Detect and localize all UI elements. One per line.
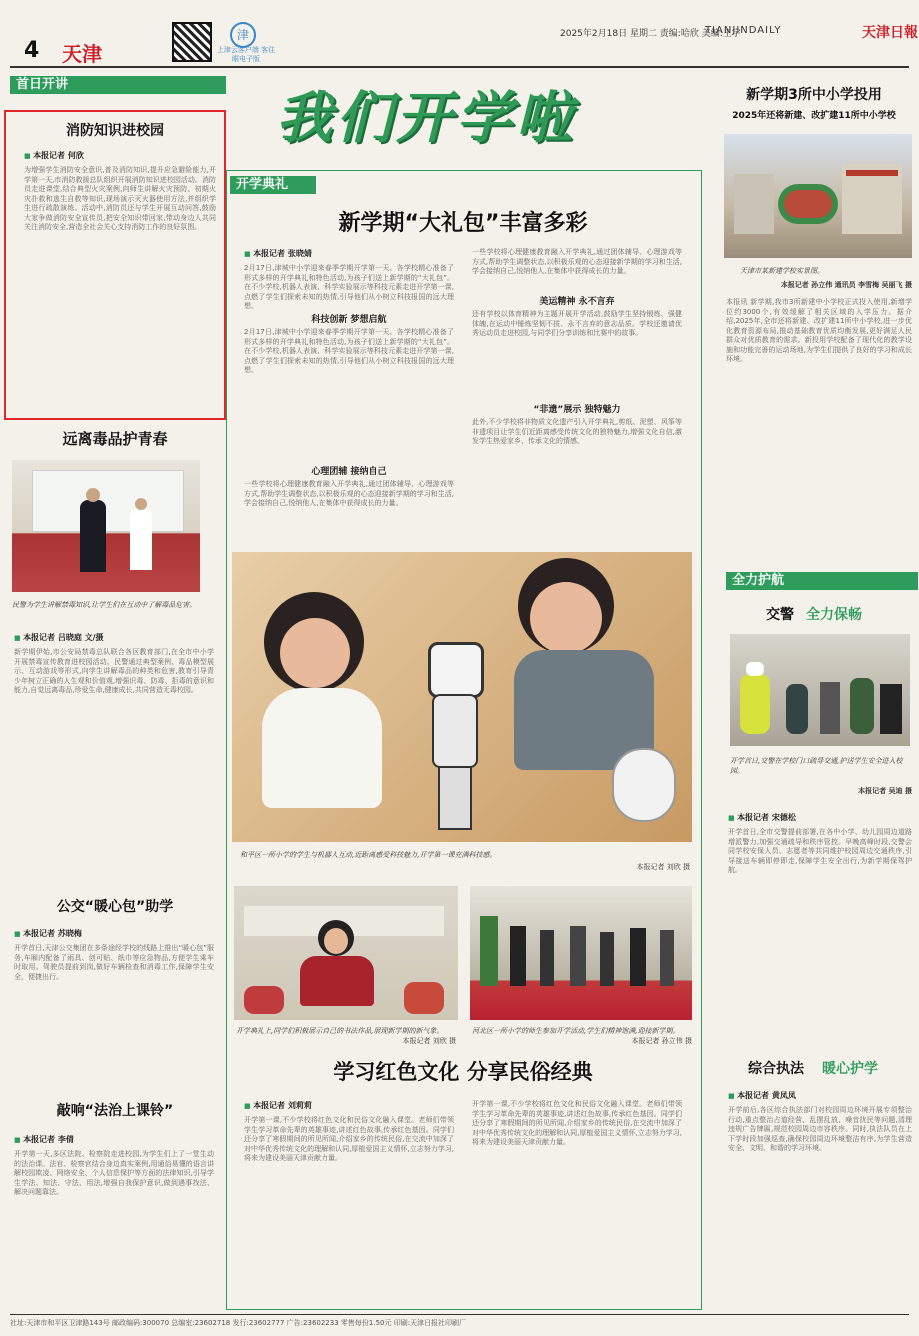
article-body: 一些学校将心理健康教育融入开学典礼,通过团体辅导、心理游戏等方式,帮助学生调整状态,以积极乐观的心态迎接新学期的学习和生活,学会接纳自己,悦纳他人,在集体中获得成长的力量。 bbox=[244, 480, 454, 507]
article-body: 一些学校将心理健康教育融入开学典礼,通过团体辅导、心理游戏等方式,帮助学生调整状态,以积极乐观的心态迎接新学期的学习和生活,学会接纳自己,悦纳他人,在集体中获得成长的力量。 bbox=[472, 248, 682, 275]
photo-credit: 本报记者 吴迪 摄 bbox=[858, 787, 912, 795]
article-headline-accent: 全力保畅 bbox=[806, 607, 862, 623]
footer-info: 社址:天津市和平区卫津路143号 邮政编码:300070 总编室:23602718 发行:23602777 广告:23602233 零售每份1.50元 印刷:天津日报社印刷厂 bbox=[10, 1319, 467, 1327]
article-headline: 综合执法 bbox=[748, 1061, 804, 1077]
article-body: 还有学校以体育精神为主题开展开学活动,鼓励学生坚持锻炼、强健体魄,在运动中锤炼坚韧不拔、永不言弃的意志品质。学校还邀请优秀运动员走进校园,与同学们分享训练和比赛中的故事。 bbox=[472, 310, 682, 337]
article-headline: 消防知识进校园 bbox=[66, 123, 164, 139]
subhead: “非遗”展示 独特魅力 bbox=[533, 405, 621, 415]
photo-robot-kids bbox=[232, 552, 692, 842]
article-byline: ■ 本报记者 刘莉莉 bbox=[244, 1100, 312, 1111]
article-headline: 公交“暖心包”助学 bbox=[56, 899, 174, 915]
article-body: 开学前后,各区综合执法部门对校园周边环境开展专项整治行动,重点整治占道经营、乱摆乱放、噪音扰民等问题,清理违规广告牌匾,规范校园周边市容秩序。同时,执法队员在上下学时段加强巡查,确保校园周边环境整洁有序,为学生营造安全、文明、和谐的学习环境。 bbox=[728, 1106, 912, 1152]
brand-chinese: 天津日報 bbox=[862, 25, 918, 41]
main-headline: 新学期“大礼包”丰富多彩 bbox=[338, 211, 588, 236]
photo-classroom bbox=[234, 886, 458, 1020]
article-headline: 敲响“法治上课铃” bbox=[56, 1103, 174, 1119]
article-body: 2月17日,津城中小学迎来春季学期开学第一天。各学校精心准备了形式多样的开学典礼和特色活动,为孩子们送上新学期的“大礼包”。在不少学校,机器人表演、科学实验展示等科技元素走进开学第一课,点燃了学生们探索未知的热情,引导他们从小树立科技报国的远大理想。 bbox=[244, 264, 454, 310]
article-subhead: 2025年还将新建、改扩建11所中小学校 bbox=[732, 111, 896, 121]
photo-caption: 和平区一所小学的学生与机器人互动,近距离感受科技魅力,开学第一课充满科技感。 bbox=[240, 851, 497, 859]
subhead: 心理团辅 接纳自己 bbox=[311, 467, 387, 477]
logo-caption: 上津云客户端 客住眼电子版 bbox=[216, 46, 276, 63]
article-body: 2月17日,津城中小学迎来春季学期开学第一天。各学校精心准备了形式多样的开学典礼和特色活动,为孩子们送上新学期的“大礼包”。在不少学校,机器人表演、科学实验展示等科技元素走进开学第一课,点燃了学生们探索未知的热情,引导他们从小树立科技报国的远大理想。 bbox=[244, 328, 454, 374]
photo-caption: 天津市某新建学校实景图。 bbox=[740, 267, 824, 275]
article-byline: ■ 本报记者 何欣 bbox=[24, 150, 84, 161]
photo-credit: 本报记者 刘欣 摄 bbox=[636, 863, 690, 871]
subhead: 美运精神 永不言弃 bbox=[539, 297, 615, 307]
photo-caption: 河北区一所小学的师生参加开学活动,学生们精神饱满,迎接新学期。 bbox=[472, 1027, 680, 1035]
article-body: 开学首日,天津公交集团在多条途经学校的线路上推出“暖心包”服务,车厢内配备了雨具、创可贴、纸巾等应急物品,方便学生乘车时取用。驾驶员提前到岗,做好车辆检查和消毒工作,保障学生安全、便捷出行。 bbox=[14, 944, 214, 981]
article-headline-accent: 暖心护学 bbox=[822, 1061, 878, 1077]
photo-caption: 开学典礼上,同学们积极展示自己的书法作品,展现新学期的新气象。 bbox=[236, 1027, 444, 1035]
right-tag: 全力护航 bbox=[726, 572, 918, 590]
qr-code-icon bbox=[172, 22, 212, 62]
article-body: 开学第一天,多区法院、检察院走进校园,为学生们上了一堂生动的法治课。法官、检察官结合身边真实案例,用通俗易懂的语言讲解校园欺凌、网络安全、个人信息保护等方面的法律知识,引导学生学法、知法、守法、用法,增强自我保护意识,做到遇事找法、解决问题靠法。 bbox=[14, 1150, 214, 1196]
subhead: 科技创新 梦想启航 bbox=[311, 315, 387, 325]
article-byline: ■ 本报记者 李倩 bbox=[14, 1134, 74, 1145]
article-body: 此外,不少学校将非物质文化遗产引入开学典礼,剪纸、泥塑、风筝等非遗项目让学生们近距离感受传统文化的独特魅力,增强文化自信,激发学生热爱家乡、传承文化的情感。 bbox=[472, 418, 682, 445]
article-body: 新学期伊始,市公安局禁毒总队联合各区教育部门,在全市中小学开展禁毒宣传教育进校园活动。民警通过典型案例、毒品模型展示、互动游戏等形式,向学生讲解毒品的种类和危害,教育引导青少年树立正确的人生观和价值观,增强识毒、防毒、拒毒的意识和能力,自觉远离毒品,珍爱生命,健康成长,共同营造无毒校园。 bbox=[14, 648, 214, 694]
dateline: 2025年2月18日 星期二 责编:哈欣 美编:王宇 bbox=[560, 29, 741, 39]
photo-schoolyard bbox=[470, 886, 692, 1020]
article-body: 开学第一课,不少学校将红色文化和民俗文化融入课堂。老师们带领学生学习革命先辈的英雄事迹,讲述红色故事,传承红色基因。同学们还分享了寒假期间的所见所闻,介绍家乡的传统民俗,在交流中加深了对中华优秀传统文化的理解和认同,厚植爱国主义情怀,立志努力学习,将来为建设美丽天津贡献力量。 bbox=[472, 1100, 682, 1146]
header-rule bbox=[10, 66, 909, 68]
center-tag: 开学典礼 bbox=[230, 176, 316, 194]
article-byline: ■ 本报记者 黄凤凤 bbox=[728, 1090, 796, 1101]
article-byline: ■ 本报记者 苏晓梅 bbox=[14, 928, 82, 939]
photo-traffic-police bbox=[730, 634, 910, 746]
photo-credit: 本报记者 孙立伟 通讯员 李雪梅 吴丽飞 摄 bbox=[780, 281, 912, 289]
highlight-box bbox=[4, 110, 226, 420]
page-number: 4 bbox=[24, 38, 40, 63]
article-body: 为增强学生消防安全意识,普及消防知识,提升应急避险能力,开学第一天,市消防救援总队组织开展消防知识进校园活动。消防员走进课堂,结合典型火灾案例,向师生讲解火灾预防、初期火灾扑救和逃生自救等知识,现场演示灭火器使用方法,并组织学生进行疏散演练。活动中,消防员还与学生开展互动问答,鼓励大家争做消防安全宣传员,把安全知识带回家,带动身边人共同关注消防安全,营造全社会关心支持消防工作的良好氛围。 bbox=[24, 166, 216, 231]
photo-credit: 本报记者 刘欣 摄 bbox=[402, 1037, 456, 1045]
feature-title: 我们开学啦 bbox=[276, 86, 576, 151]
photo-drug-lecture bbox=[12, 460, 200, 592]
app-logo-icon: 津 bbox=[230, 22, 256, 48]
photo-caption: 开学首日,交警在学校门口疏导交通,护送学生安全进入校园。 bbox=[730, 757, 903, 775]
photo-new-school bbox=[724, 134, 912, 258]
photo-caption: 民警为学生讲解禁毒知识,让学生们在互动中了解毒品危害。 bbox=[12, 601, 197, 609]
article-headline: 新学期3所中小学投用 bbox=[746, 87, 882, 103]
article-headline: 交警 bbox=[766, 607, 794, 623]
bottom-headline: 学习红色文化 分享民俗经典 bbox=[333, 1060, 593, 1084]
article-body: 开学首日,全市交警提前部署,在各中小学、幼儿园周边道路增派警力,加强交通疏导和秩序管控。早晚高峰时段,交警会同学校安保人员、志愿者等共同维护校园周边交通秩序,引导接送车辆即停即走,保障学生安全出行,为新学期保驾护航。 bbox=[728, 828, 912, 874]
left-tag: 首日开讲 bbox=[10, 76, 226, 94]
article-headline: 远离毒品护青春 bbox=[62, 430, 168, 448]
article-byline: ■ 本报记者 宋德松 bbox=[728, 812, 796, 823]
article-byline: ■ 本报记者 吕晓庭 文/摄 bbox=[14, 632, 104, 643]
section-name: 天津 bbox=[62, 42, 102, 66]
brand-english: TIANJINDAILY bbox=[705, 25, 782, 36]
article-body: 开学第一课,不少学校将红色文化和民俗文化融入课堂。老师们带领学生学习革命先辈的英雄事迹,讲述红色故事,传承红色基因。同学们还分享了寒假期间的所见所闻,介绍家乡的传统民俗,在交流中加深了对中华优秀传统文化的理解和认同,厚植爱国主义情怀,立志努力学习,将来为建设美丽天津贡献力量。 bbox=[244, 1116, 454, 1162]
footer-rule bbox=[10, 1314, 909, 1315]
article-body: 本报讯 新学期,我市3所新建中小学校正式投入使用,新增学位约3000个,有效缓解了相关区域的入学压力。据介绍,2025年,全市还将新建、改扩建11所中小学校,进一步优化教育资源布局,推动基础教育优质均衡发展,更好满足人民群众对优质教育的需求。新投用学校配备了现代化的教学设施和功能完善的运动场地,为学生们提供了良好的学习和成长环境。 bbox=[726, 298, 912, 363]
photo-credit: 本报记者 孙立伟 摄 bbox=[631, 1037, 692, 1045]
article-byline: ■ 本报记者 张晓婧 bbox=[244, 248, 312, 259]
